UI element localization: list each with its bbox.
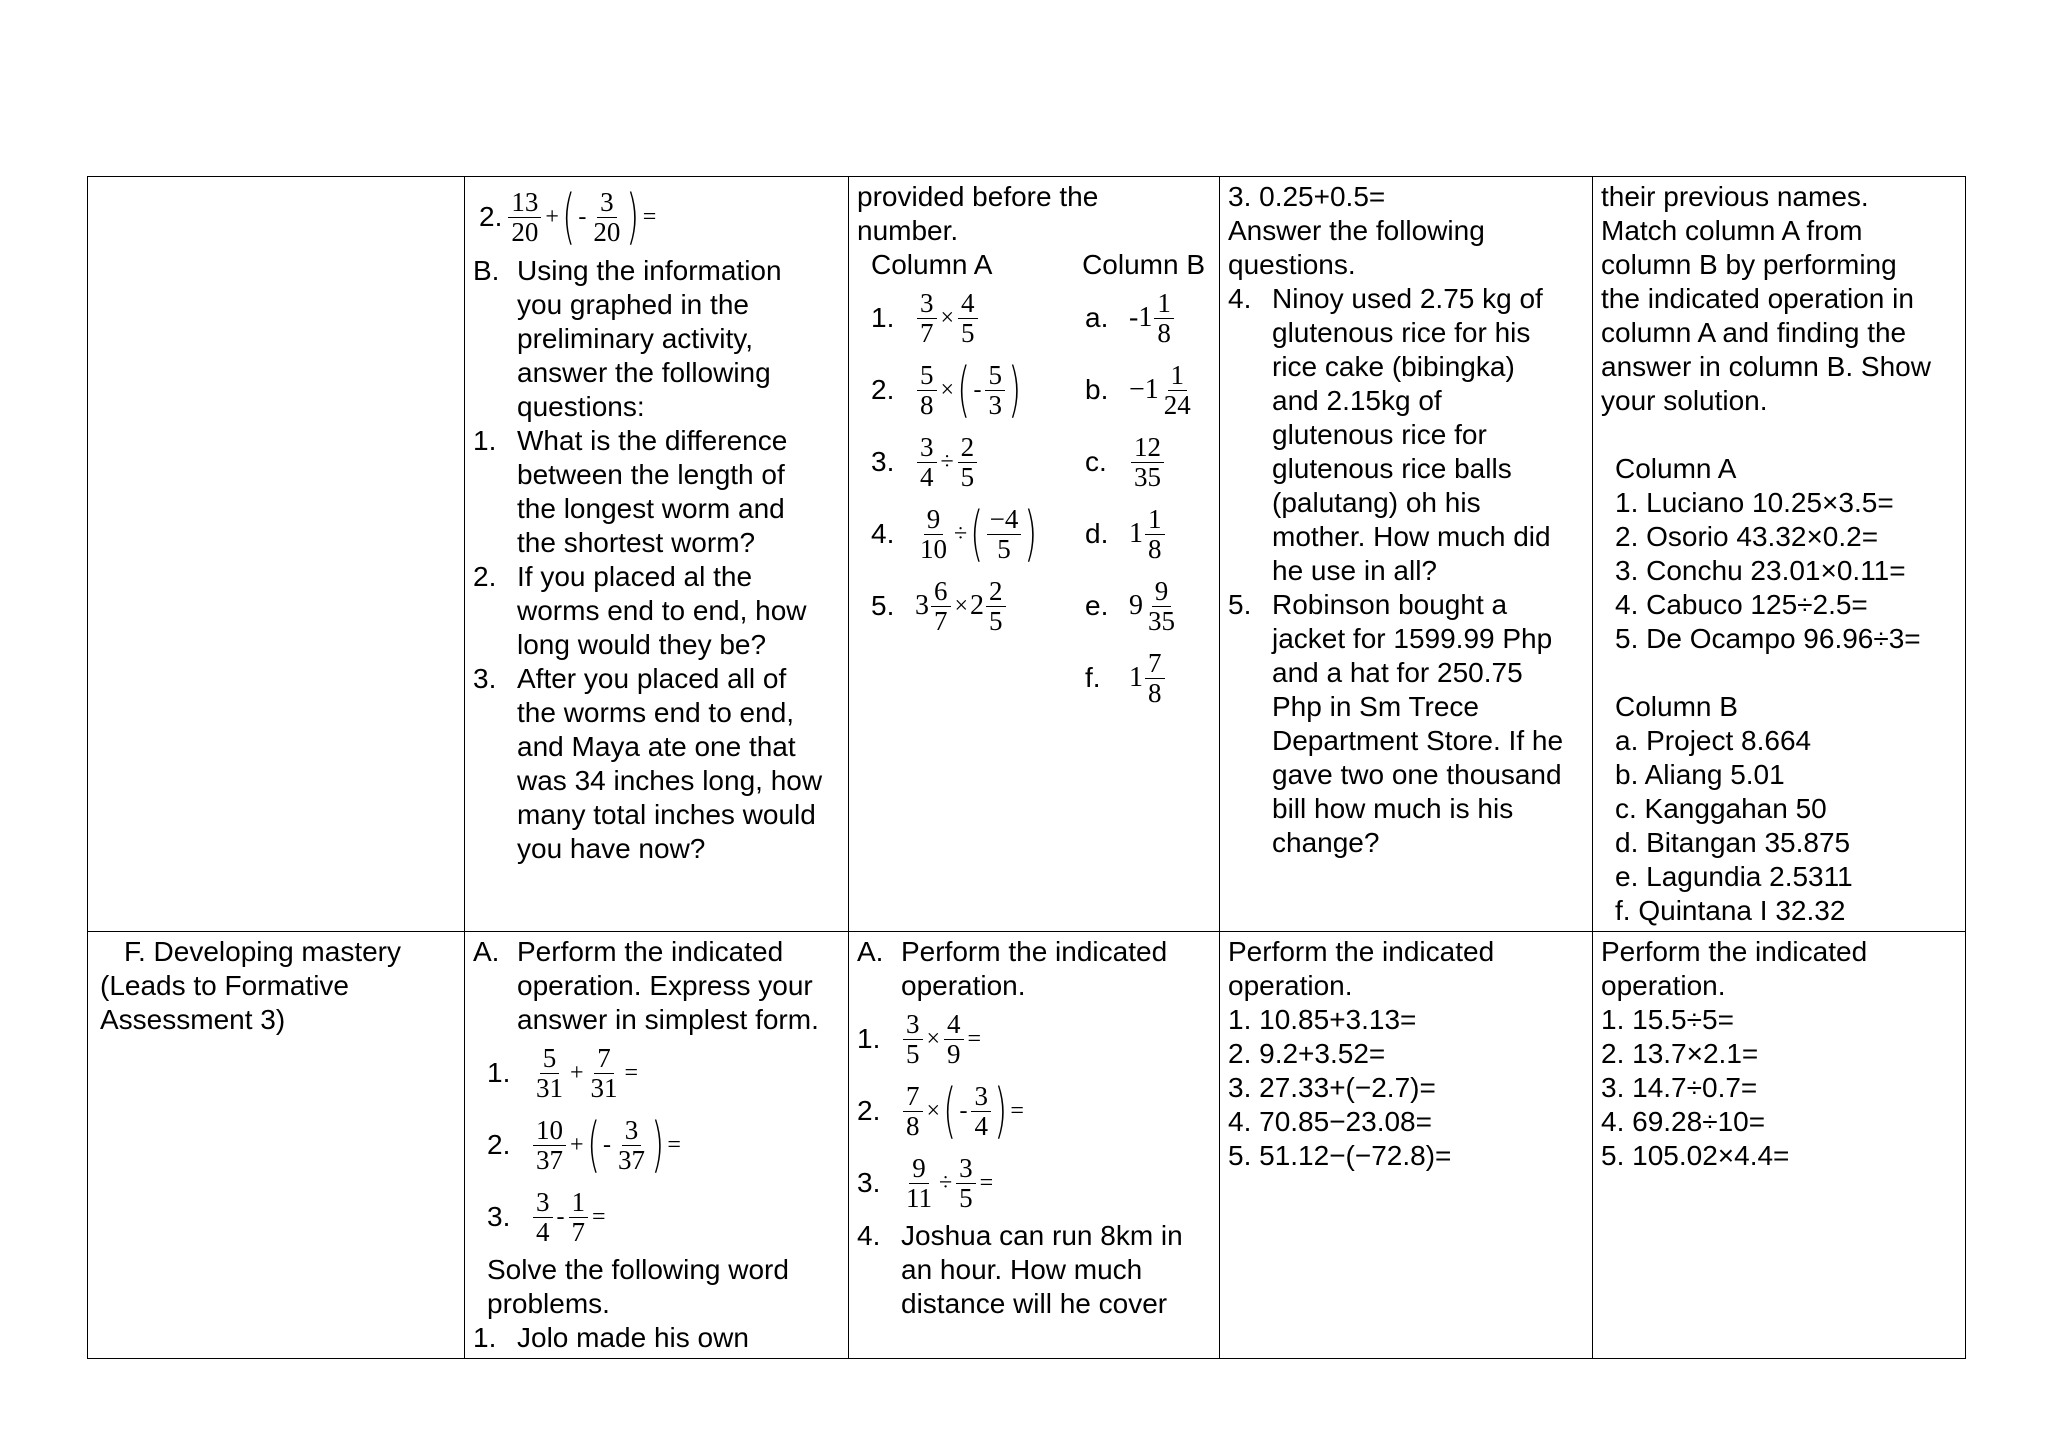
list-item: 2. Osorio 43.32×0.2= [1615,521,1879,552]
row2-col5-cell: Perform the indicated operation. 1. 15.5÷5= 2. 13.7×2.1= 3. 14.7÷0.7= 4. 69.28÷10= 5. 105.02×4.4= [1593,932,1966,1359]
section-a: A. Perform the indicated operation. Express your answer in simplest form. [473,936,819,1035]
list-item: 5. 105.02×4.4= [1601,1140,1790,1171]
list-item: 4. 70.85−23.08= [1228,1106,1432,1137]
list-item: 5. 51.12−(−72.8)= [1228,1140,1452,1171]
list-item: 2. $\frac{5}{8}$ × ( - $\frac{5}{3}$ ) [871,355,1022,425]
question-4: 4. Ninoy used 2.75 kg of glutenous rice for his rice cake (bibingka) and 2.15kg of glutenous rice for glutenous rice balls (palutang) oh his mother. How much did he use in all? [1228,283,1551,586]
table-row [88,177,1966,932]
fraction: $\frac{13}{20}$ [508,188,541,247]
list-item: 1. $\frac{3}{7}$ × $\frac{4}{5}$ [871,282,1081,354]
list-item: 1. 10.85+3.13= [1228,1004,1417,1035]
word-problem-4: 4. Joshua can run 8km in an hour. How much distance will he cover [857,1220,1183,1319]
question-1: 1. What is the difference between the length of the longest worm and the shortest worm? [473,425,788,558]
row2-col2-cell: A. Perform the indicated operation. Express your answer in simplest form. 1. $\frac{5}{31}$ + $\frac{7}{31}$ = 2. $\frac{10}{37}$ + ( - $\frac{3}{37}$ ) = 3. $\frac{3}{4}$ - $\frac{1}{7}$ = Solve the following word problems. 1. Jolo made his own [465,932,849,1359]
list-item: e. Lagundia 2.5311 [1615,861,1853,892]
row1-col2-cell [465,177,849,932]
column-a-list: Column A 1. Luciano 10.25×3.5= 2. Osorio 43.32×0.2= 3. Conchu 23.01×0.11= 4. Cabuco 125÷2.5= 5. De Ocampo 96.96÷3= Column B a. Project 8.664 b. Aliang 5.01 c. Kanggahan 50 d. Bitangan 35.875 e. Lagundia 2.5311 f. Quintana I 32.32 [1601,452,1957,928]
list-item: 2. 9.2+3.52= [1228,1038,1386,1069]
list-item: c. $\frac{12}{35}$ [1085,426,1211,498]
problem-2-expression: 2. $\frac{13}{20}$ + ( - $\frac{3}{20}$ ) = [479,182,657,252]
list-item: e. 9 $\frac{9}{35}$ [1085,575,1175,636]
row1-col4-cell: 3. 0.25+0.5= Answer the following questions. 4. Ninoy used 2.75 kg of glutenous rice for his rice cake (bibingka) and 2.15kg of glutenous rice for glutenous rice balls (palutang) oh his mother. How much did he use in all? 5. Robinson bought a jacket for 1599.99 Php and a hat for 250.75 Php in Sm Trece Department Store. If he gave two one thousand bill how much is his change? [1220,177,1593,932]
list-item: 4. $\frac{9}{10}$ ÷ ( $\frac{-4}{5}$ ) [871,499,1038,569]
table-row [88,932,1966,1359]
list-item: a. -1 $\frac{1}{8}$ [1085,282,1211,354]
list-item: 1. $\frac{5}{31}$ + $\frac{7}{31}$ = [487,1042,639,1103]
list-item: 1. $\frac{3}{5}$ × $\frac{4}{9}$ = [857,1008,982,1069]
list-item: 2. $\frac{7}{8}$ × ( - $\frac{3}{4}$ ) = [857,1076,1024,1146]
list-item: d. Bitangan 35.875 [1615,827,1851,858]
question-3: 3. After you placed all of the worms end to end, and Maya ate one that was 34 inches long, how many total inches would you have now? [473,663,823,864]
section-a: A. Perform the indicated operation. [857,936,1168,1001]
list-item: 3. $\frac{3}{4}$ ÷ $\frac{2}{5}$ [871,426,1081,498]
list-item: b. −1 $\frac{1}{24}$ [1085,359,1191,420]
list-item: 4. 69.28÷10= [1601,1106,1766,1137]
list-item: 5. De Ocampo 96.96÷3= [1615,623,1921,654]
column-b-list [1081,282,1211,714]
row1-col5-cell: their previous names. Match column A from column B by performing the indicated operation in column A and finding the answer in column B. Show your solution. Column A 1. Luciano 10.25×3.5= 2. Osorio 43.32×0.2= 3. Conchu 23.01×0.11= 4. Cabuco 125÷2.5= 5. De Ocampo 96.96÷3= Column B a. Project 8.664 b. Aliang 5.01 c. Kanggahan 50 d. Bitangan 35.875 e. Lagundia 2.5311 f. Quintana I 32.32 [1593,177,1966,932]
column-a-list [871,282,1081,714]
list-item: 3. 27.33+(−2.7)= [1228,1072,1436,1103]
list-item: 1. 15.5÷5= [1601,1004,1734,1035]
row1-col3-cell: provided before the number. Column A Column B 1. $\frac{3}{7}$ × $\frac{4}{5}$ 2. $\frac{5}{8}$ × ( - $\frac{5}{3}$ ) 3. $\frac{3}{4}$ ÷ $\frac{2}{5}$ 4. $\frac{9}{10}$ ÷ ( $\frac{-4}{5}$ ) 5. 3 $\frac{6}{7}$ × 2 $\frac{2}{5}$ a. -1 $\frac{1}{8}$ b. −1 $\frac{1}{24}$ c. $\frac{12}{35}$ d. 1 $\frac{1}{8}$ e. 9 $\frac{9}{35}$ f. 1 $\frac{7}{8}$ [849,177,1220,932]
section-b: B. Using the information you graphed in the preliminary activity, answer the following questions: [473,255,782,422]
list-item: f. 1 $\frac{7}{8}$ [1085,642,1211,714]
list-item: b. Aliang 5.01 [1615,759,1785,790]
list-item: f. Quintana I 32.32 [1615,895,1846,926]
word-problem-1: 1. Jolo made his own [473,1322,749,1353]
list-item: 2. 13.7×2.1= [1601,1038,1759,1069]
row2-label-cell: F. Developing mastery (Leads to Formative Assessment 3) [88,932,465,1359]
lesson-plan-table [87,176,1966,1359]
list-item: 3. Conchu 23.01×0.11= [1615,555,1906,586]
list-item: 3. 14.7÷0.7= [1601,1072,1758,1103]
list-item: 5. 3 $\frac{6}{7}$ × 2 $\frac{2}{5}$ [871,570,1081,642]
list-item: a. Project 8.664 [1615,725,1812,756]
question-5: 5. Robinson bought a jacket for 1599.99 Php and a hat for 250.75 Php in Sm Trece Department Store. If he gave two one thousand bill how much is his change? [1228,589,1564,858]
column-headers: Column A Column B [871,249,1205,280]
list-item: 1. Luciano 10.25×3.5= [1615,487,1894,518]
row1-label-cell [88,177,465,932]
row2-col4-cell: Perform the indicated operation. 1. 10.85+3.13= 2. 9.2+3.52= 3. 27.33+(−2.7)= 4. 70.85−23.08= 5. 51.12−(−72.8)= [1220,932,1593,1359]
list-item: 2. $\frac{10}{37}$ + ( - $\frac{3}{37}$ ) = [487,1110,681,1180]
list-item: 3. $\frac{9}{11}$ ÷ $\frac{3}{5}$ = [857,1152,994,1213]
list-item: c. Kanggahan 50 [1615,793,1827,824]
list-item: 4. Cabuco 125÷2.5= [1615,589,1868,620]
row2-col3-cell [849,932,1220,1359]
list-item: d. 1 $\frac{1}{8}$ [1085,498,1211,570]
question-2: 2. If you placed al the worms end to end, how long would they be? [473,561,807,660]
matching-columns [857,282,1211,714]
list-item: 3. $\frac{3}{4}$ - $\frac{1}{7}$ = [487,1186,606,1247]
